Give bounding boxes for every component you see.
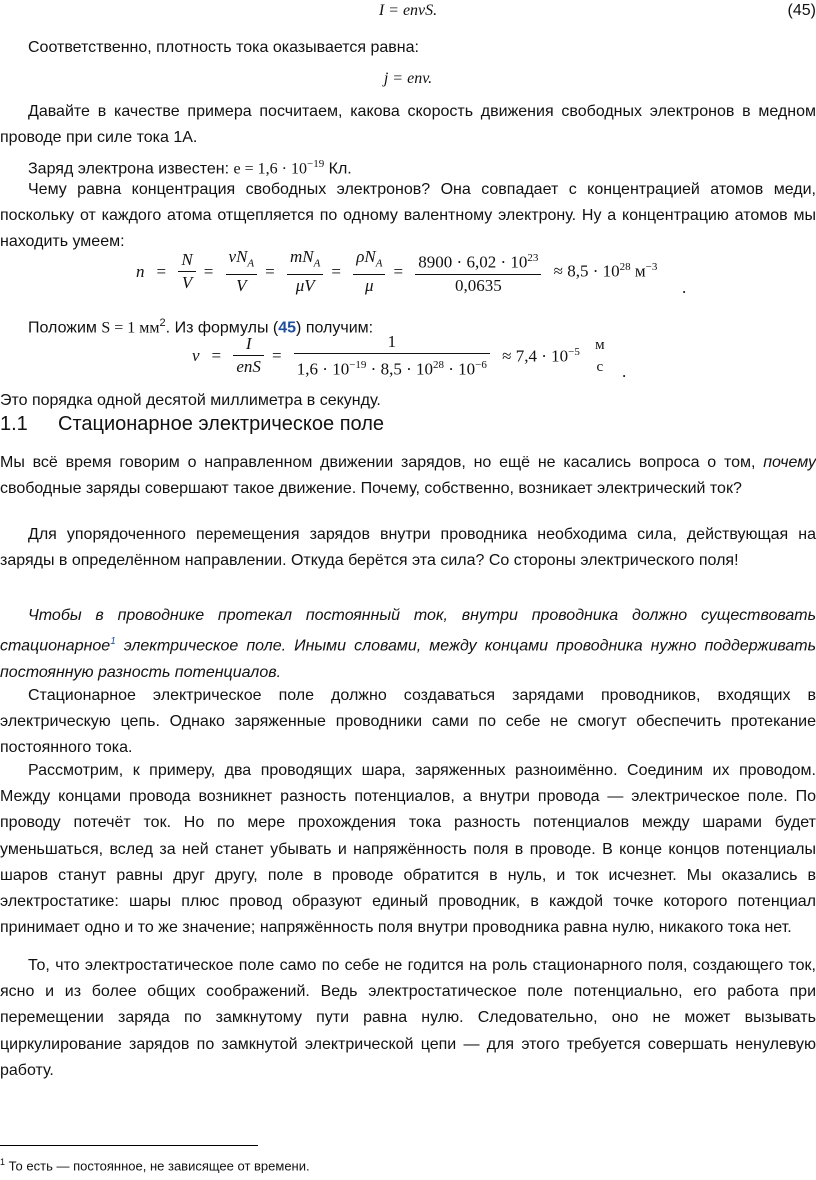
formula-n-end: . <box>682 278 687 297</box>
paragraph-concentration: Чему равна концентрация свободных электронов? Она совпадает с концентрацией атомов меди, поскольку от каждого атома отщепляется по одному валентному электрону. Ну а концентрацию атомов мы находить умеем: <box>0 181 816 251</box>
formula-velocity: v = $\frac{I}{\text{enS}}$ = $\frac{1}{1,6 \cdot 10^{-19} \cdot 8,5 \cdot 10^{28} \cdot 10^{-6}}$ ≈ $7,4 \cdot 10^{-5}$ м с <box>186 331 610 381</box>
emphasis-why: почему <box>763 454 816 471</box>
charge-exp: −19 <box>306 158 325 170</box>
paragraph-order: Это порядка одной десятой миллиметра в секунду. <box>0 392 381 409</box>
paragraph-why: Мы всё время говорим о направленном движении зарядов, но ещё не касались вопроса о том, почему свободные заряды совершают такое движение. Почему, собственно, возникает электрический ток? <box>0 454 816 498</box>
charge-math: e = 1,6 · 10 <box>233 160 307 178</box>
footnote-marker: 1 <box>0 1157 6 1167</box>
fraction-nu-na-over-v: $\frac{\nu N_A}{V}$ <box>226 246 258 297</box>
formula-n-lhs: n <box>136 261 145 281</box>
footnote-separator <box>0 1145 258 1146</box>
paragraph-force: Для упорядоченного перемещения зарядов внутри проводника необходима сила, действующая на заряды в определённом направлении. Откуда берётся эта сила? Со стороны электрического поля! <box>0 526 816 570</box>
area-math: S = 1 мм <box>101 319 160 337</box>
charge-prefix: Заряд электрона известен: <box>28 160 234 178</box>
section-number: 1.1 <box>0 413 28 435</box>
equation-number: (45) <box>787 2 816 19</box>
equation-ref-link[interactable]: 45 <box>278 319 297 337</box>
fraction-unit: м с <box>595 336 605 375</box>
fraction-i-over-ens: $\frac{I}{\text{enS}}$ <box>233 333 264 378</box>
paragraph-conclusion: То, что электростатическое поле само по себе не годится на роль стационарного поля, создающего ток, ясно и из более общих соображений. Ведь электростатическое поле потенциально, его работа при перемещении заряда по замкнутому пути равна нулю. Следовательно, оно не может вызывать циркулирование зарядов по замкнутой электрической цепи — для этого требуется совершать ненулевую работу. <box>0 957 816 1079</box>
paragraph-key-statement: Чтобы в проводнике протекал постоянный ток, внутри проводника должно существовать стационарное$^1$ электрическое поле. Иными словами, между концами проводника нужно поддерживать постоянную разность потенциалов. <box>0 607 816 681</box>
paragraph-density: Соответственно, плотность тока оказывается равна: <box>28 39 419 56</box>
equation-current-text: I = envS. <box>378 2 438 19</box>
section-title: Стационарное электрическое поле <box>58 413 385 435</box>
paragraph-spheres: Рассмотрим, к примеру, два проводящих шара, заряженных разноимённо. Соединим их проводом. Между концами провода возникнет разность потенциалов, а внутри провода — электрическое поле. По проводу потечёт ток. Но по мере прохождения тока разность потенциалов между шарами будет уменьшаться, вслед за ней станет убывать и напряжённость поля в проводе. В конце концов потенциалы шаров станут равны друг другу, поле в проводе обратится в нуль, и ток исчезнет. Мы оказались в электростатике: шары плюс провод образуют единый проводник, в каждой точке которого потенциал принимает одно и то же значение; напряжённость поля внутри проводника равна нулю, никакого тока нет. <box>0 762 816 937</box>
fraction-m-na-over-mu-v: $\frac{mN_A}{\mu V}$ <box>287 246 323 297</box>
equation-density-text: j = env. <box>383 70 433 87</box>
paragraph-example: Давайте в качестве примера посчитаем, какова скорость движения свободных электронов в медном проводе при силе тока 1А. <box>0 103 816 147</box>
charge-suffix: Кл. <box>324 160 352 178</box>
formula-v-result: ≈ $7,4 \cdot 10^{-5}$ <box>502 345 580 366</box>
footnote-text: То есть — постоянное, не зависящее от времени. <box>5 1158 310 1174</box>
fraction-n-over-v: $\frac{N}{V}$ <box>178 249 195 294</box>
fraction-rho-na-over-mu: $\frac{\rho N_A}{\mu}$ <box>353 246 385 297</box>
fraction-numeric: $\frac{8900 \cdot 6,02 \cdot 10^{23}}{0,0635}$ <box>415 247 541 297</box>
footnote-ref[interactable]: 1 <box>110 636 116 648</box>
formula-v-lhs: v <box>192 345 200 365</box>
formula-n-result: ≈ $8,5 \cdot 10^{28}$ $м^{-3}$ <box>553 261 658 282</box>
formula-concentration: n = $\frac{N}{V}$ = $\frac{\nu N_A}{V}$ = $\frac{mN_A}{\mu V}$ = $\frac{\rho N_A}{\mu}$ = $\frac{8900 \cdot 6,02 \cdot 10^{23}}{0,0635}$ ≈ $8,5 \cdot 10^{28}$ $м^{-3}$ <box>136 247 658 296</box>
footnote <box>0 1157 310 1173</box>
section-heading <box>0 413 816 436</box>
paragraph-stationary: Стационарное электрическое поле должно создаваться зарядами проводников, входящих в электрическую цепь. Однако заряженные проводники сами по себе не смогут обеспечить протекание постоянного тока. <box>0 687 816 757</box>
fraction-velocity-numeric: $\frac{1}{1,6 \cdot 10^{-19} \cdot 8,5 \cdot 10^{28} \cdot 10^{-6}}$ <box>294 331 490 381</box>
paragraph-area: Положим S = 1 $мм^2$. Из формулы (45) получим: <box>28 317 374 337</box>
formula-v-end: . <box>622 362 627 381</box>
